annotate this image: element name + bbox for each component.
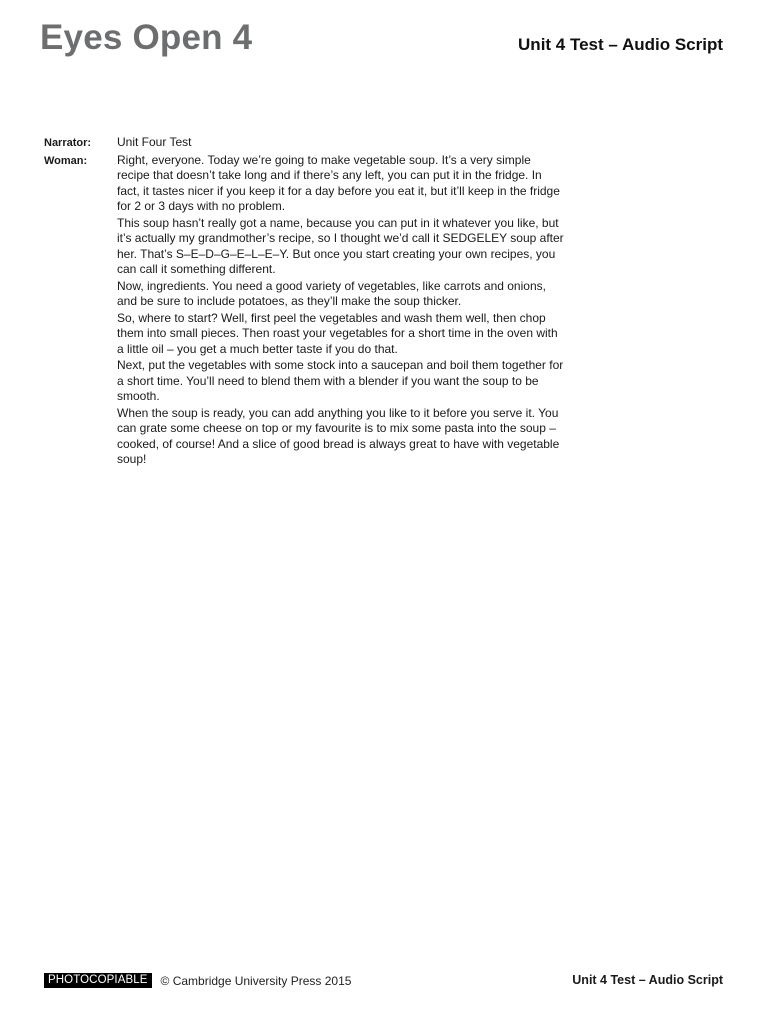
paragraph: This soup hasn’t really got a name, because you can put in it whatever you like, but it’s actually my grandmother’s recipe, so I thought we’d call it SEDGELEY soup after her. That’s S–E–D–G–E–L–E–Y. But once you start creating your own recipes, you can call it something different. (117, 215, 564, 276)
speech-text (117, 153, 564, 469)
footer-title: Unit 4 Test – Audio Script (572, 973, 723, 987)
paragraph: Right, everyone. Today we’re going to make vegetable soup. It’s a very simple recipe that doesn’t take long and if there’s any left, you can put it in the fridge. In fact, it tastes nicer if you keep it for a day before you eat it, but it’ll keep in the fridge for 2 or 3 days with no problem. (117, 152, 560, 213)
copyright-text: © Cambridge University Press 2015 (160, 973, 352, 988)
speaker-label: Narrator: (44, 137, 92, 149)
script-line-woman (44, 153, 564, 469)
photocopiable-badge: PHOTOCOPIABLE (44, 973, 152, 988)
paragraph: Unit Four Test (117, 135, 192, 149)
paragraph: Next, put the vegetables with some stock into a saucepan and boil them together for a short time. You’ll need to blend them with a blender if you want the soup to be smooth. (117, 358, 564, 403)
paragraph: When the soup is ready, you can add anything you like to it before you serve it. You can grate some cheese on top or my favourite is to mix some pasta into the soup – cooked, of course! And a slice of good bread is always great to have with vegetable soup! (117, 405, 560, 466)
brand-logo: Eyes Open 4 (40, 18, 253, 57)
paragraph: So, where to start? Well, first peel the vegetables and wash them well, then chop them into small pieces. Then roast your vegetables for a short time in the oven with a little oil – you get a much better taste if you do that. (117, 310, 558, 356)
page-title: Unit 4 Test – Audio Script (518, 35, 723, 54)
speaker-label: Woman: (44, 154, 88, 167)
audio-script (44, 135, 564, 469)
footer-left (44, 973, 351, 988)
speech-text (117, 135, 564, 152)
paragraph: Now, ingredients. You need a good variety of vegetables, like carrots and onions, and be sure to include potatoes, as they’ll make the soup thicker. (117, 278, 546, 308)
script-line-narrator (44, 135, 564, 152)
